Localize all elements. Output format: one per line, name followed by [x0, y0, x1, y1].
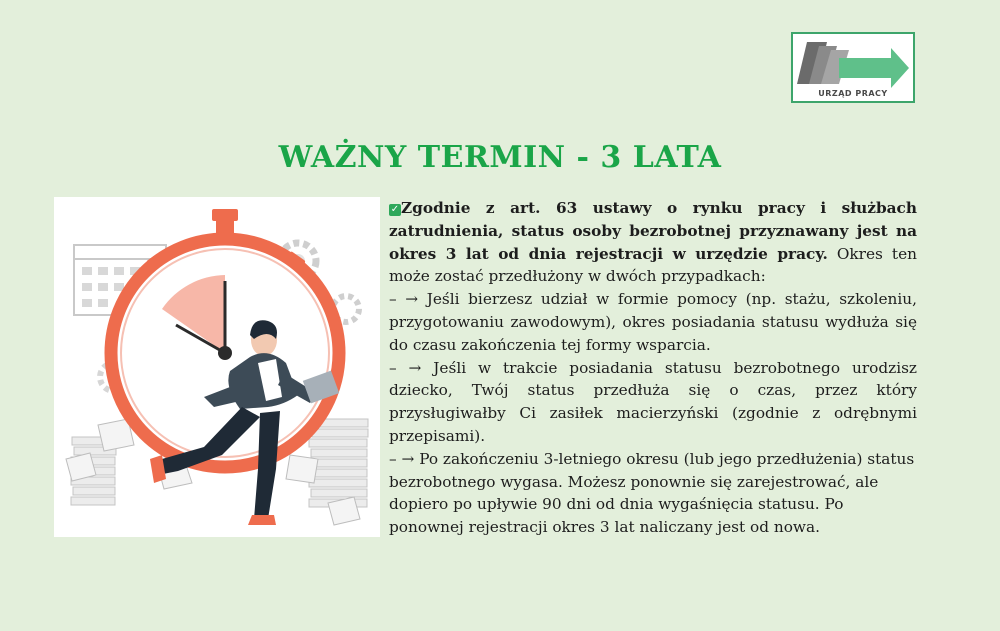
- page-title: WAŻNY TERMIN - 3 LATA: [278, 140, 722, 175]
- man-running-with-stopwatch-icon: [54, 197, 380, 537]
- bullet-2: – → Jeśli w trakcie posiadania statusu bezrobotnego urodzisz dziecko, Twój status przedłuża się o czas, przez który przysługiwałby Ci zasiłek macierzyński (zgodnie z odrębnymi przepisami).: [389, 358, 917, 445]
- bullet-3: – → Po zakończeniu 3-letniego okresu (lub jego przedłużenia) status bezrobotnego wygasa. Możesz ponownie się zarejestrować, ale dopiero po upływie 90 dni od dnia wygaśnięcia statusu. Po ponownej rejestracji okres 3 lat naliczany jest od nowa.: [389, 449, 915, 537]
- urzad-pracy-logo: [791, 32, 915, 103]
- running-man-stopwatch-illustration: [54, 197, 380, 537]
- check-box-icon: ✓: [390, 204, 400, 215]
- bullet-1: – → Jeśli bierzesz udział w formie pomocy (np. stażu, szkoleniu, przygotowaniu zawodowym), okres posiadania statusu wydłuża się do czasu zakończenia tej formy wsparcia.: [389, 290, 917, 354]
- content-text: [389, 197, 917, 539]
- intro-rest-text: Okres ten może zostać przedłużony w dwóch przypadkach:: [389, 244, 917, 286]
- logo-text: URZĄD PRACY: [818, 89, 888, 98]
- intro-paragraph: [389, 197, 917, 288]
- intro-bold-text: Zgodnie z art. 63 ustawy o rynku pracy i służbach zatrudnienia, status osoby bezrobotnej przyznawany jest na okres 3 lat od dnia rejestracji w urzędzie pracy.: [389, 199, 917, 263]
